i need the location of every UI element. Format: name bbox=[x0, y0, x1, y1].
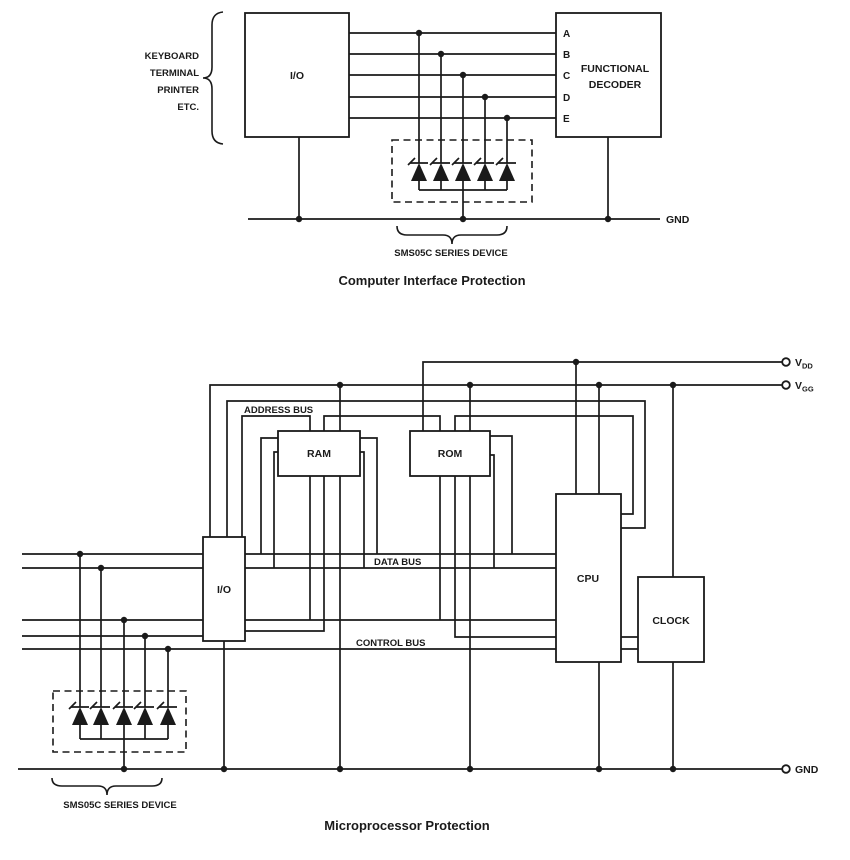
terminal-circle-icon bbox=[782, 765, 790, 773]
decoder-pin-label: E bbox=[563, 114, 570, 125]
under-brace-icon bbox=[52, 778, 162, 795]
peripheral-label: TERMINAL bbox=[149, 68, 199, 79]
diode-symbol-icon bbox=[433, 163, 449, 181]
diode-zener-tick-icon bbox=[408, 158, 415, 165]
junction-dot bbox=[221, 766, 227, 772]
decoder-pin-label: D bbox=[563, 93, 571, 104]
junction-dot bbox=[670, 382, 676, 388]
junction-dot bbox=[605, 216, 611, 222]
junction-dot bbox=[460, 216, 466, 222]
cpu-box-label: CPU bbox=[576, 573, 600, 585]
device-label: SMS05C SERIES DEVICE bbox=[63, 800, 177, 811]
decoder-pin-label: A bbox=[563, 29, 571, 40]
device-label: SMS05C SERIES DEVICE bbox=[394, 248, 508, 259]
microprocessor-protection-diagram bbox=[18, 357, 819, 795]
diagram2-title: Microprocessor Protection bbox=[324, 818, 490, 833]
terminal-label: $V_{DD}$ bbox=[795, 357, 813, 371]
data-bus-label: DATA BUS bbox=[374, 557, 422, 568]
junction-dot bbox=[596, 382, 602, 388]
diode-zener-tick-icon bbox=[474, 158, 481, 165]
terminal-label: GND bbox=[795, 764, 819, 776]
generated-diagram-layer bbox=[18, 12, 819, 811]
decoder-pin-label: C bbox=[563, 71, 571, 82]
junction-dot bbox=[460, 72, 466, 78]
diagram1-title: Computer Interface Protection bbox=[338, 273, 526, 288]
junction-dot bbox=[467, 766, 473, 772]
terminal-circle-icon bbox=[782, 381, 790, 389]
junction-dot bbox=[467, 382, 473, 388]
terminal-circle-icon bbox=[782, 358, 790, 366]
decoder-pin-label: B bbox=[563, 50, 571, 61]
peripheral-label: ETC. bbox=[177, 102, 199, 113]
wire bbox=[423, 362, 782, 431]
diode-symbol-icon bbox=[72, 707, 88, 725]
junction-dot bbox=[337, 382, 343, 388]
junction-dot bbox=[573, 359, 579, 365]
diode-zener-tick-icon bbox=[90, 702, 97, 709]
diode-symbol-icon bbox=[93, 707, 109, 725]
wire bbox=[261, 438, 278, 554]
left-brace-icon bbox=[203, 12, 223, 144]
junction-dot bbox=[77, 551, 83, 557]
diode-symbol-icon bbox=[477, 163, 493, 181]
diode-symbol-icon bbox=[411, 163, 427, 181]
diode-zener-tick-icon bbox=[69, 702, 76, 709]
junction-dot bbox=[416, 30, 422, 36]
peripheral-label: KEYBOARD bbox=[144, 51, 199, 62]
io-box-label: I/O bbox=[289, 70, 305, 82]
functional-decoder-box-label: FUNCTIONAL bbox=[580, 63, 650, 75]
diode-symbol-icon bbox=[116, 707, 132, 725]
io-box-2-label: I/O bbox=[216, 584, 232, 596]
junction-dot bbox=[142, 633, 148, 639]
terminal-label: $V_{GG}$ bbox=[795, 380, 814, 394]
ram-box-label: RAM bbox=[307, 448, 331, 460]
junction-dot bbox=[482, 94, 488, 100]
diode-symbol-icon bbox=[160, 707, 176, 725]
junction-dot bbox=[165, 646, 171, 652]
junction-dot bbox=[596, 766, 602, 772]
diode-zener-tick-icon bbox=[452, 158, 459, 165]
address-bus-label: ADDRESS BUS bbox=[244, 405, 314, 416]
diode-zener-tick-icon bbox=[157, 702, 164, 709]
junction-dot bbox=[98, 565, 104, 571]
diode-zener-tick-icon bbox=[113, 702, 120, 709]
functional-decoder-box-label2: DECODER bbox=[588, 79, 642, 91]
junction-dot bbox=[504, 115, 510, 121]
diode-zener-tick-icon bbox=[430, 158, 437, 165]
rom-box-label: ROM bbox=[437, 448, 463, 460]
functional-decoder-box bbox=[556, 13, 661, 137]
gnd-label: GND bbox=[666, 214, 690, 226]
junction-dot bbox=[121, 766, 127, 772]
peripheral-label: PRINTER bbox=[157, 85, 199, 96]
under-brace-icon bbox=[397, 226, 507, 244]
computer-interface-protection-diagram bbox=[203, 12, 661, 244]
wire bbox=[360, 438, 377, 554]
control-bus-label: CONTROL BUS bbox=[356, 638, 426, 649]
diode-symbol-icon bbox=[137, 707, 153, 725]
diode-symbol-icon bbox=[499, 163, 515, 181]
diode-zener-tick-icon bbox=[134, 702, 141, 709]
diode-zener-tick-icon bbox=[496, 158, 503, 165]
junction-dot bbox=[670, 766, 676, 772]
junction-dot bbox=[337, 766, 343, 772]
diode-symbol-icon bbox=[455, 163, 471, 181]
junction-dot bbox=[296, 216, 302, 222]
junction-dot bbox=[438, 51, 444, 57]
junction-dot bbox=[121, 617, 127, 623]
clock-box-label: CLOCK bbox=[652, 615, 690, 627]
